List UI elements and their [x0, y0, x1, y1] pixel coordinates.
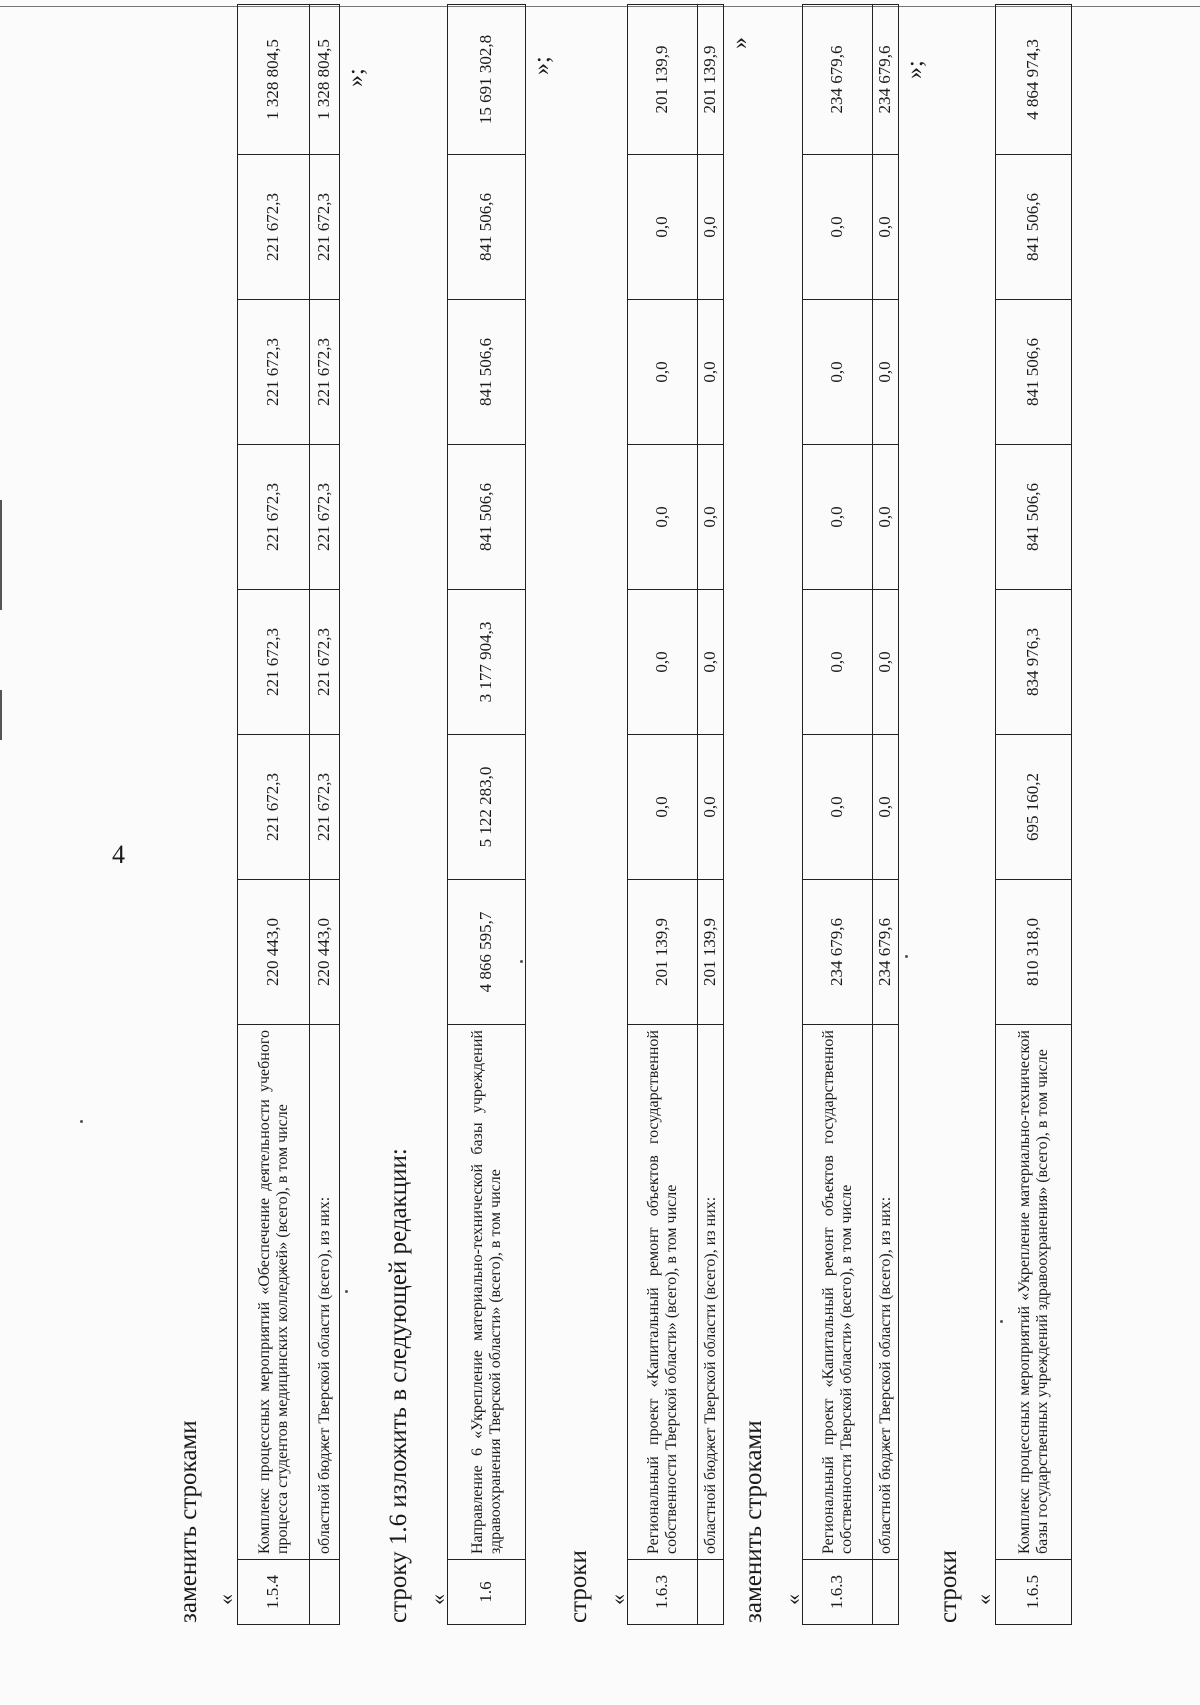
row-value: 221 672,3: [310, 735, 340, 880]
scan-left-mark: [0, 500, 2, 610]
row-value: 234 679,6: [873, 880, 899, 1025]
table-row: [996, 5, 1072, 1625]
row-value: 695 160,2: [996, 735, 1072, 880]
row-value: 0,0: [873, 445, 899, 590]
row-value: 0,0: [628, 445, 698, 590]
close-quote-mark: »;: [343, 68, 369, 87]
row-value: 0,0: [698, 735, 724, 880]
row-value: 221 672,3: [238, 590, 310, 735]
row-value: 0,0: [873, 155, 899, 300]
row-value: 0,0: [803, 735, 873, 880]
section-heading: строки: [935, 1550, 962, 1623]
row-value: 841 506,6: [448, 445, 526, 590]
close-quote-mark: »;: [902, 60, 928, 79]
row-description: Комплекс процессных мероприятий «Укрепление материально-технической базы государственных учреждений здравоохранения» (всего), в том числе: [996, 1025, 1072, 1560]
table-row: [803, 5, 873, 1625]
scan-speck: [80, 1120, 83, 1123]
row-value: 841 506,6: [448, 155, 526, 300]
budget-table: [802, 4, 899, 1625]
row-value: 234 679,6: [803, 880, 873, 1025]
section-heading: строку 1.6 изложить в следующей редакции:: [385, 1148, 412, 1623]
row-description: Комплекс процессных мероприятий «Обеспечение деятельности учебного процесса студентов медицинских колледжей» (всего), в том числе: [238, 1025, 310, 1560]
open-quote-mark: «: [780, 1594, 805, 1605]
row-value: 0,0: [803, 590, 873, 735]
table-row: [310, 5, 340, 1625]
row-value: 221 672,3: [238, 735, 310, 880]
row-value: 841 506,6: [996, 155, 1072, 300]
budget-table: [447, 4, 526, 1625]
row-value: 0,0: [803, 155, 873, 300]
table-row: [238, 5, 310, 1625]
row-code: [873, 1560, 899, 1625]
row-value: 0,0: [873, 735, 899, 880]
close-quote-mark: »: [727, 37, 753, 49]
row-description: Региональный проект «Капитальный ремонт объектов государственной собственности Тверской области» (всего), в том числе: [803, 1025, 873, 1560]
row-value: 0,0: [628, 590, 698, 735]
section-heading: заменить строками: [175, 1420, 202, 1623]
row-value: 0,0: [803, 445, 873, 590]
row-value: 3 177 904,3: [448, 590, 526, 735]
row-value: 810 318,0: [996, 880, 1072, 1025]
budget-table: [995, 4, 1072, 1625]
row-value: 0,0: [698, 155, 724, 300]
table-row: [873, 5, 899, 1625]
row-total: 201 139,9: [628, 5, 698, 155]
open-quote-mark: «: [425, 1594, 450, 1605]
row-value: 0,0: [873, 590, 899, 735]
page-number: 4: [112, 840, 125, 869]
row-value: 221 672,3: [238, 155, 310, 300]
row-code: 1.5.4: [238, 1560, 310, 1625]
row-value: 221 672,3: [310, 155, 340, 300]
row-value: 0,0: [628, 735, 698, 880]
row-value: 0,0: [628, 300, 698, 445]
row-value: 5 122 283,0: [448, 735, 526, 880]
close-quote-mark: »;: [529, 56, 555, 75]
budget-table: [627, 4, 724, 1625]
row-value: 221 672,3: [310, 445, 340, 590]
row-value: 220 443,0: [310, 880, 340, 1025]
row-value: 221 672,3: [238, 300, 310, 445]
row-total: 1 328 804,5: [310, 5, 340, 155]
row-value: 841 506,6: [448, 300, 526, 445]
row-total: 1 328 804,5: [238, 5, 310, 155]
rotated-document-content: [175, 5, 1200, 1625]
row-code: [310, 1560, 340, 1625]
row-description: областной бюджет Тверской области (всего), из них:: [698, 1025, 724, 1560]
row-value: 841 506,6: [996, 300, 1072, 445]
row-description: Направление 6 «Укрепление материально-технической базы учреждений здравоохранения Тверской области» (всего), в том числе: [448, 1025, 526, 1560]
table-row: [698, 5, 724, 1625]
budget-table: [237, 4, 340, 1625]
row-value: 221 672,3: [310, 300, 340, 445]
row-total: 234 679,6: [803, 5, 873, 155]
row-value: 201 139,9: [628, 880, 698, 1025]
row-value: 0,0: [698, 300, 724, 445]
open-quote-mark: «: [971, 1594, 996, 1605]
row-value: 0,0: [698, 590, 724, 735]
row-value: 221 672,3: [310, 590, 340, 735]
row-value: 220 443,0: [238, 880, 310, 1025]
row-description: областной бюджет Тверской области (всего), из них:: [310, 1025, 340, 1560]
row-code: [698, 1560, 724, 1625]
row-value: 0,0: [698, 445, 724, 590]
open-quote-mark: «: [213, 1594, 238, 1605]
row-code: 1.6.3: [803, 1560, 873, 1625]
row-code: 1.6.5: [996, 1560, 1072, 1625]
section-heading: заменить строками: [740, 1420, 767, 1623]
row-total: 201 139,9: [698, 5, 724, 155]
row-value: 0,0: [628, 155, 698, 300]
table-row: [448, 5, 526, 1625]
row-value: 834 976,3: [996, 590, 1072, 735]
row-value: 221 672,3: [238, 445, 310, 590]
row-value: 4 866 595,7: [448, 880, 526, 1025]
row-code: 1.6.3: [628, 1560, 698, 1625]
row-total: 4 864 974,3: [996, 5, 1072, 155]
row-description: областной бюджет Тверской области (всего), из них:: [873, 1025, 899, 1560]
row-description: Региональный проект «Капитальный ремонт объектов государственной собственности Тверской области» (всего), в том числе: [628, 1025, 698, 1560]
row-value: 0,0: [803, 300, 873, 445]
row-total: 15 691 302,8: [448, 5, 526, 155]
row-value: 201 139,9: [698, 880, 724, 1025]
row-value: 0,0: [873, 300, 899, 445]
row-value: 841 506,6: [996, 445, 1072, 590]
row-total: 234 679,6: [873, 5, 899, 155]
section-heading: строки: [565, 1550, 592, 1623]
open-quote-mark: «: [605, 1594, 630, 1605]
row-code: 1.6: [448, 1560, 526, 1625]
table-row: [628, 5, 698, 1625]
scan-left-mark: [0, 690, 2, 740]
